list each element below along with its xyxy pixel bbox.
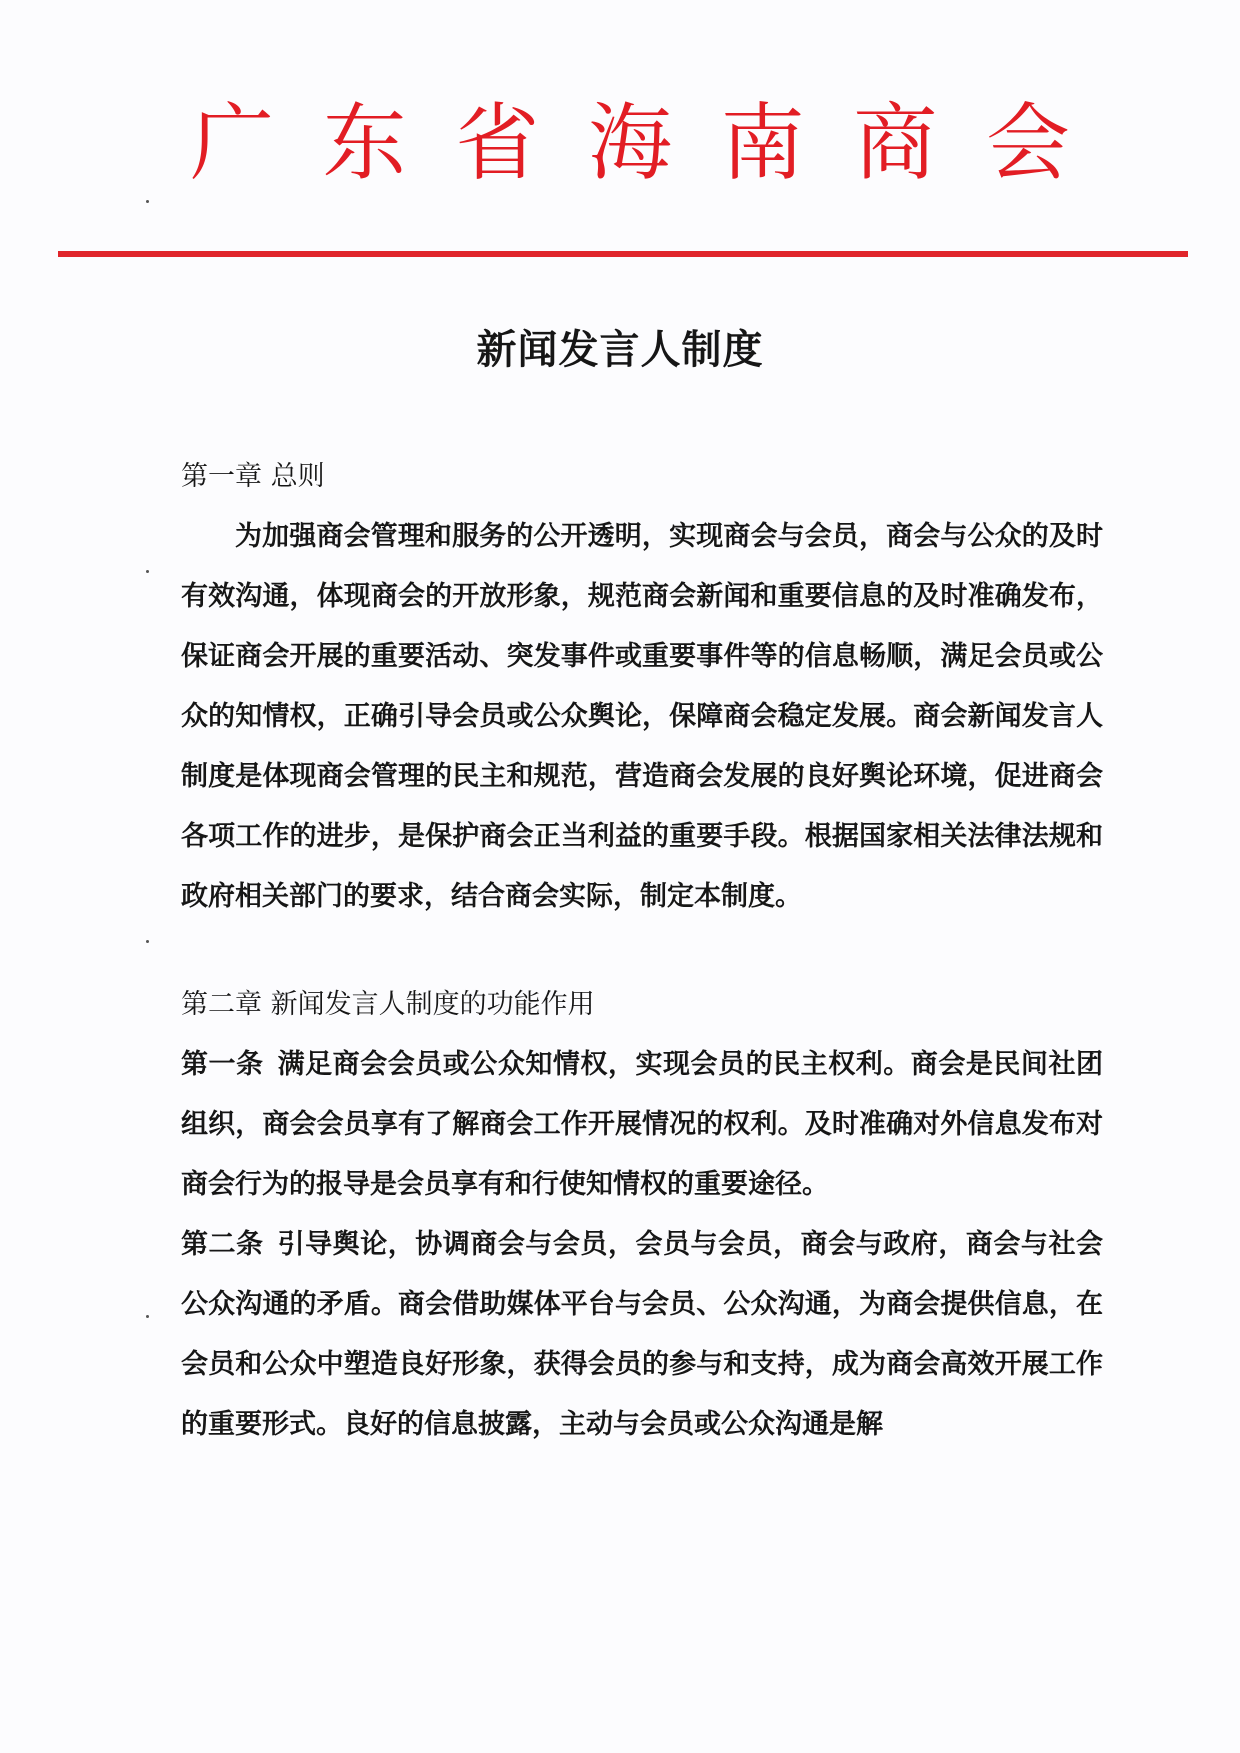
letterhead-char: 海: [587, 94, 672, 192]
chapter-2-heading: 第二章 新闻发言人制度的功能作用: [181, 989, 595, 1020]
letterhead-title: [190, 88, 1070, 198]
letterhead-divider: [58, 251, 1188, 257]
article-1-text: 满足商会会员或公众知情权，实现会员的民主权利。商会是民间社团组织，商会会员享有了解商会工作开展情况的权利。及时准确对外信息发布对商会行为的报导是会员享有和行使知情权的重要途径。: [181, 1049, 1103, 1200]
article-1: [181, 1035, 1103, 1215]
section-spacer: [181, 927, 1103, 975]
document-body: [181, 447, 1103, 1455]
letterhead-char: 南: [720, 94, 805, 192]
chapter-1-paragraph: 为加强商会管理和服务的公开透明，实现商会与会员，商会与公众的及时有效沟通，体现商会的开放形象，规范商会新闻和重要信息的及时准确发布，保证商会开展的重要活动、突发事件或重要事件等的信息畅顺，满足会员或公众的知情权，正确引导会员或公众舆论，保障商会稳定发展。商会新闻发言人制度是体现商会管理的民主和规范，营造商会发展的良好舆论环境，促进商会各项工作的进步，是保护商会正当利益的重要手段。根据国家相关法律法规和政府相关部门的要求，结合商会实际，制定本制度。: [181, 521, 1103, 912]
letterhead-char: 东: [322, 94, 407, 192]
article-2-number: 第二条: [181, 1229, 264, 1260]
letterhead-char: 广: [190, 94, 275, 192]
scan-speck: [146, 570, 149, 573]
article-2-text: 引导舆论，协调商会与会员，会员与会员，商会与政府，商会与社会公众沟通的矛盾。商会借助媒体平台与会员、公众沟通，为商会提供信息，在会员和公众中塑造良好形象，获得会员的参与和支持，成为商会高效开展工作的重要形式。良好的信息披露，主动与会员或公众沟通是解: [181, 1229, 1103, 1440]
scan-speck: [146, 200, 149, 203]
article-1-number: 第一条: [181, 1049, 264, 1080]
letterhead-char: 商: [853, 94, 938, 192]
document-title: 新闻发言人制度: [476, 326, 764, 373]
chapter-1-heading: 第一章 总则: [181, 461, 325, 492]
scan-speck: [146, 1315, 149, 1318]
letterhead-char: 省: [455, 94, 540, 192]
letterhead-char: 会: [985, 94, 1070, 192]
scan-speck: [146, 940, 149, 943]
article-2: [181, 1215, 1103, 1455]
